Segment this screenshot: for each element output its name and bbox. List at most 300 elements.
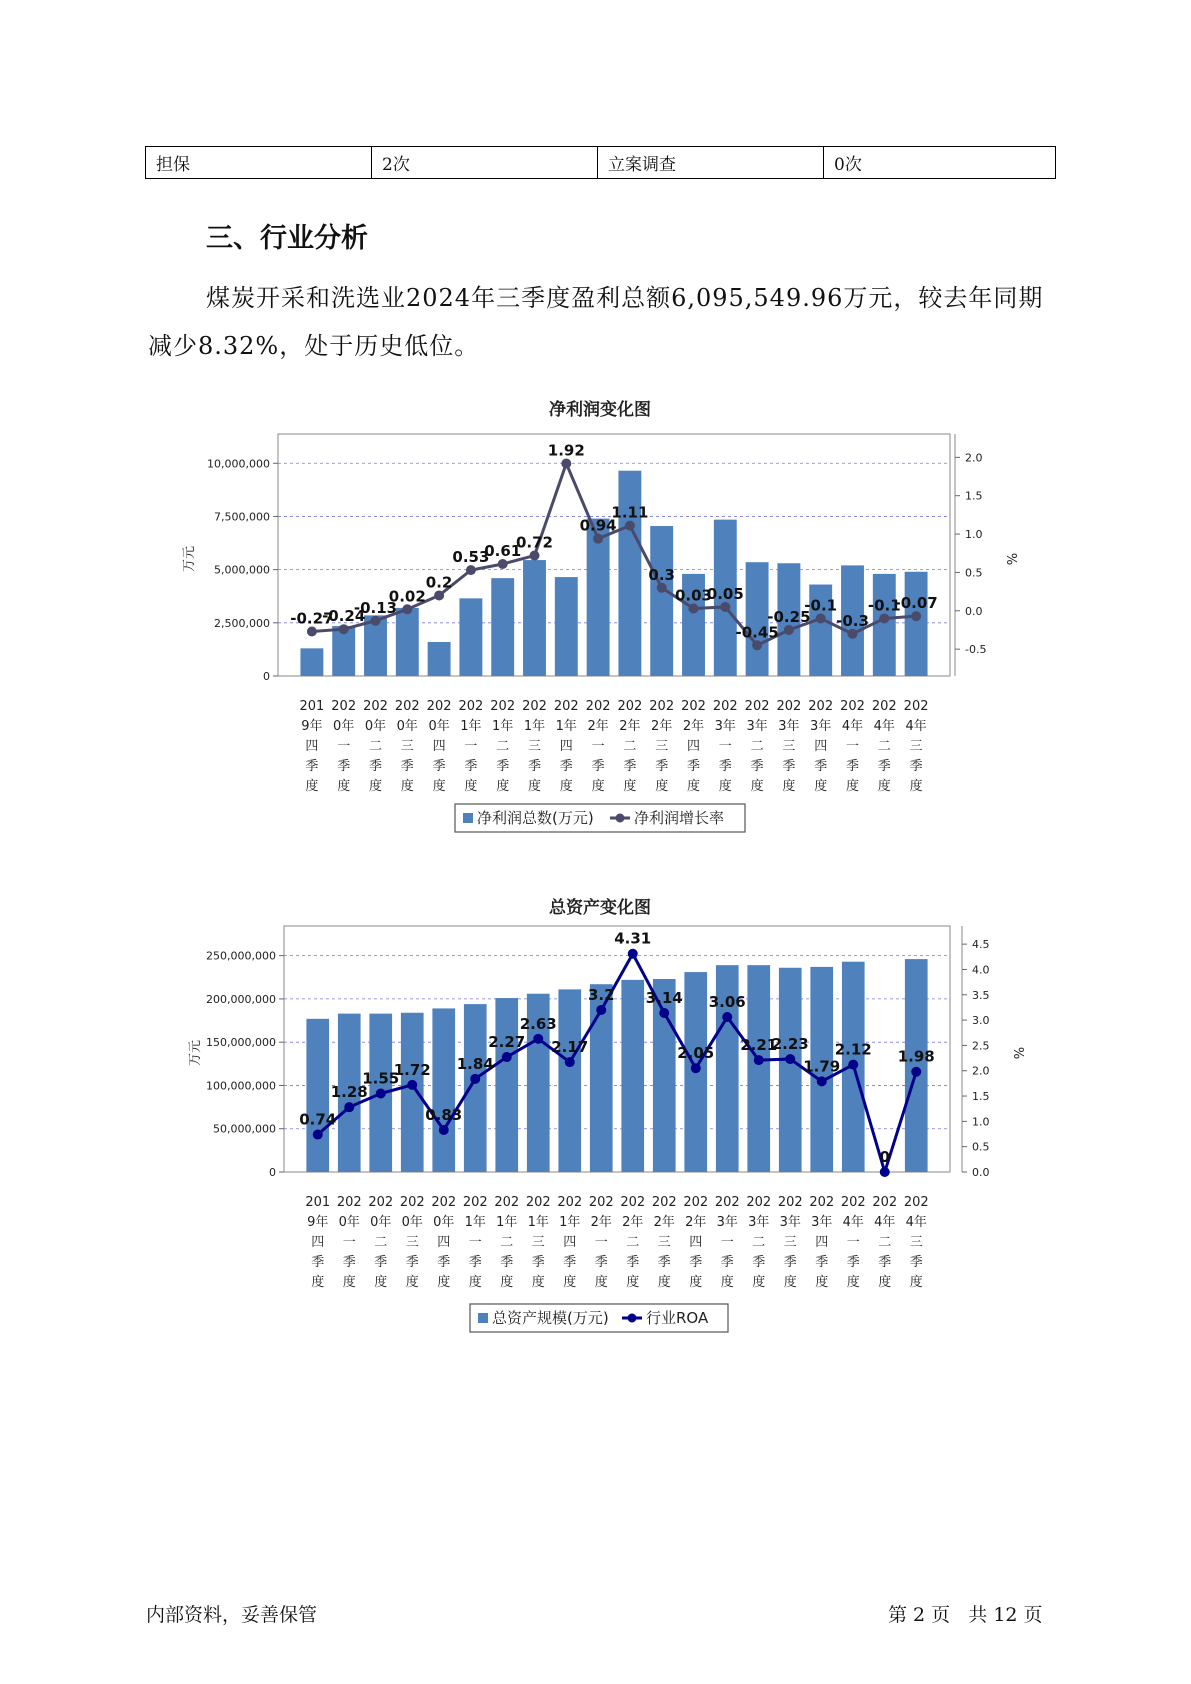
x-tick-label: 202 xyxy=(426,699,452,714)
line-point xyxy=(439,1125,449,1135)
x-tick-label: 二 xyxy=(623,739,637,754)
y-axis-label: 万元 xyxy=(182,545,197,573)
line-point xyxy=(407,1080,417,1090)
data-label: 2.05 xyxy=(677,1044,715,1063)
x-tick-label: 度 xyxy=(909,1275,923,1290)
x-tick-label: 202 xyxy=(681,699,706,714)
legend xyxy=(470,1304,728,1332)
x-tick-label: 季 xyxy=(468,1255,482,1270)
x-tick-label: 2年 xyxy=(622,1215,644,1230)
body-paragraph: 煤炭开采和洗选业2024年三季度盈利总额6,095,549.96万元，较去年同期减少8.32%，处于历史低位。 xyxy=(148,284,1044,360)
bar xyxy=(432,1008,455,1172)
line-point xyxy=(911,611,921,621)
x-tick-label: 度 xyxy=(591,779,605,794)
x-tick-label: 9年 xyxy=(307,1215,329,1230)
table-cell: 2次 xyxy=(372,147,598,179)
data-label: 2.21 xyxy=(740,1036,778,1055)
x-tick-label: 4年 xyxy=(841,719,864,734)
bar xyxy=(495,998,518,1172)
x-tick-label: 202 xyxy=(872,1195,898,1210)
x-tick-label: 季 xyxy=(626,1255,640,1270)
y2-tick-label: 0.5 xyxy=(965,566,983,580)
x-tick-label: 三 xyxy=(655,739,669,754)
y2-tick-label: 0.5 xyxy=(972,1140,990,1154)
x-tick-label: 季 xyxy=(815,1255,829,1270)
x-tick-label: 二 xyxy=(626,1235,640,1250)
bar xyxy=(650,526,673,676)
data-label: 0.05 xyxy=(706,584,744,603)
line-point xyxy=(596,1005,606,1015)
chart-title: 总资产变化图 xyxy=(549,898,651,918)
x-tick-label: 0年 xyxy=(333,719,355,734)
x-tick-label: 202 xyxy=(617,699,643,714)
data-label: -0.25 xyxy=(767,607,811,626)
bar xyxy=(653,979,676,1172)
x-tick-label: 度 xyxy=(337,779,351,794)
bar xyxy=(779,968,802,1172)
x-tick-label: 4年 xyxy=(905,719,927,734)
x-tick-label: 202 xyxy=(714,1195,740,1210)
data-label: 1.11 xyxy=(611,503,649,522)
data-label: 2.23 xyxy=(771,1035,809,1054)
x-tick-label: 2年 xyxy=(682,719,705,734)
data-label: 2.12 xyxy=(834,1040,872,1059)
bar xyxy=(306,1019,329,1172)
data-label: 1.98 xyxy=(897,1047,935,1066)
y-tick-label: 200,000,000 xyxy=(206,992,276,1006)
data-label: 2.17 xyxy=(551,1038,589,1057)
x-tick-label: 季 xyxy=(400,759,414,774)
x-tick-label: 季 xyxy=(782,759,796,774)
x-tick-label: 度 xyxy=(342,1275,356,1290)
table-cell: 0次 xyxy=(824,147,1056,179)
x-tick-label: 202 xyxy=(557,1195,583,1210)
x-tick-label: 一 xyxy=(337,739,351,754)
x-tick-label: 4年 xyxy=(842,1215,864,1230)
line-point xyxy=(817,1076,827,1086)
data-label: -0.27 xyxy=(290,609,334,628)
x-tick-label: 度 xyxy=(782,779,796,794)
x-tick-label: 度 xyxy=(657,1275,671,1290)
line-point xyxy=(533,1034,543,1044)
legend-line-marker xyxy=(628,1314,637,1323)
legend xyxy=(455,804,745,832)
data-label: 0.61 xyxy=(484,541,522,560)
y-tick-label: 150,000,000 xyxy=(206,1036,276,1050)
data-label: 1.79 xyxy=(803,1057,841,1076)
line-point xyxy=(689,603,699,613)
bar xyxy=(555,577,578,676)
x-tick-label: 度 xyxy=(686,779,701,794)
x-tick-label: 三 xyxy=(909,739,923,754)
x-tick-label: 四 xyxy=(689,1235,703,1250)
line-point xyxy=(880,1167,890,1177)
x-tick-label: 202 xyxy=(840,699,865,714)
data-label: -0.45 xyxy=(735,623,779,642)
data-label: 3.14 xyxy=(645,988,683,1007)
line-point xyxy=(625,521,635,531)
x-tick-label: 季 xyxy=(559,759,573,774)
line-point xyxy=(785,1054,795,1064)
x-tick-label: 季 xyxy=(594,1255,608,1270)
x-tick-label: 度 xyxy=(655,779,669,794)
page-number: 第 2 页 共 12 页 xyxy=(888,1604,1043,1626)
line-point xyxy=(371,616,381,626)
x-tick-label: 1年 xyxy=(460,719,482,734)
x-tick-label: 季 xyxy=(437,1255,451,1270)
data-label: -0.07 xyxy=(894,594,938,613)
x-tick-label: 四 xyxy=(814,739,828,754)
x-tick-label: 季 xyxy=(877,759,891,774)
x-tick-label: 季 xyxy=(909,1255,923,1270)
x-tick-label: 季 xyxy=(527,759,542,774)
data-label: 3.06 xyxy=(708,993,746,1012)
y2-tick-label: 4.0 xyxy=(972,963,990,977)
x-tick-label: 0年 xyxy=(433,1215,455,1230)
x-tick-label: 度 xyxy=(814,779,828,794)
x-tick-label: 二 xyxy=(750,739,764,754)
legend-line-label: 净利润增长率 xyxy=(634,809,725,827)
x-tick-label: 3年 xyxy=(810,719,832,734)
x-tick-label: 9年 xyxy=(301,719,323,734)
line-point xyxy=(339,624,349,634)
x-tick-label: 季 xyxy=(623,759,637,774)
x-tick-label: 0年 xyxy=(428,719,450,734)
x-tick-label: 度 xyxy=(750,779,764,794)
x-tick-label: 一 xyxy=(342,1235,356,1250)
x-tick-label: 0年 xyxy=(396,719,418,734)
x-tick-label: 0年 xyxy=(364,719,387,734)
line-point xyxy=(911,1067,921,1077)
line-point xyxy=(530,551,540,561)
bar xyxy=(558,989,581,1172)
legend-line-marker xyxy=(616,814,625,823)
x-tick-label: 0年 xyxy=(370,1215,392,1230)
y-tick-label: 2,500,000 xyxy=(214,616,270,630)
bar xyxy=(464,1004,487,1172)
line-point xyxy=(470,1074,480,1084)
x-tick-label: 一 xyxy=(720,1235,734,1250)
x-tick-label: 季 xyxy=(591,759,605,774)
data-label: 1.92 xyxy=(547,441,585,460)
line-point xyxy=(344,1102,354,1112)
bar xyxy=(905,572,928,676)
x-tick-label: 202 xyxy=(553,699,579,714)
x-tick-label: 季 xyxy=(814,759,828,774)
y2-tick-label: 0.0 xyxy=(965,604,983,618)
x-tick-label: 度 xyxy=(531,1275,545,1290)
line-point xyxy=(848,629,858,639)
bar xyxy=(621,980,644,1172)
x-tick-label: 度 xyxy=(559,779,573,794)
x-tick-label: 202 xyxy=(522,699,547,714)
x-tick-label: 一 xyxy=(591,739,605,754)
line-point xyxy=(784,625,794,635)
bar xyxy=(300,648,323,676)
x-tick-label: 四 xyxy=(305,739,319,754)
x-tick-label: 季 xyxy=(878,1255,892,1270)
x-tick-label: 二 xyxy=(877,739,891,754)
x-tick-label: 季 xyxy=(752,1255,766,1270)
x-tick-label: 季 xyxy=(783,1255,797,1270)
x-tick-label: 202 xyxy=(777,1195,803,1210)
table-row xyxy=(146,147,1056,179)
legend-line-label: 行业ROA xyxy=(646,1309,709,1327)
x-tick-label: 202 xyxy=(871,699,897,714)
x-tick-label: 四 xyxy=(686,739,701,754)
x-tick-label: 二 xyxy=(500,1235,514,1250)
x-tick-label: 一 xyxy=(845,739,860,754)
x-tick-label: 度 xyxy=(846,1275,860,1290)
data-label: 4.31 xyxy=(614,929,652,948)
x-tick-label: 度 xyxy=(623,779,637,794)
chart-title: 净利润变化图 xyxy=(549,400,651,420)
data-label: -0.3 xyxy=(836,611,869,630)
x-tick-label: 202 xyxy=(809,1195,835,1210)
x-tick-label: 3年 xyxy=(779,1215,801,1230)
line-point xyxy=(313,1130,323,1140)
line-point xyxy=(434,590,444,600)
legend-bar-label: 总资产规模(万元) xyxy=(492,1309,609,1327)
x-tick-label: 季 xyxy=(464,759,478,774)
line-point xyxy=(498,559,508,569)
x-tick-label: 度 xyxy=(783,1275,797,1290)
x-tick-label: 四 xyxy=(311,1235,325,1250)
bar xyxy=(746,562,769,676)
y2-tick-label: -0.5 xyxy=(965,643,987,657)
x-tick-label: 1年 xyxy=(492,719,514,734)
y2-tick-label: 1.0 xyxy=(965,528,983,542)
x-tick-label: 4年 xyxy=(873,719,895,734)
data-label: 0.94 xyxy=(579,516,617,535)
x-tick-label: 四 xyxy=(815,1235,829,1250)
data-label: -0.1 xyxy=(804,596,838,615)
x-tick-label: 202 xyxy=(494,1195,520,1210)
y2-tick-label: 3.0 xyxy=(972,1014,990,1028)
x-tick-label: 度 xyxy=(626,1275,640,1290)
line-point xyxy=(720,602,730,612)
data-label: 1.28 xyxy=(330,1083,368,1102)
x-tick-label: 度 xyxy=(437,1275,451,1290)
x-tick-label: 度 xyxy=(752,1275,766,1290)
x-tick-label: 三 xyxy=(405,1235,419,1250)
x-tick-label: 季 xyxy=(305,759,319,774)
data-label: 0 xyxy=(879,1148,890,1166)
y2-tick-label: 2.0 xyxy=(972,1064,990,1078)
x-tick-label: 度 xyxy=(527,779,542,794)
line-point xyxy=(376,1089,386,1099)
footer-note: 内部资料，妥善保管 xyxy=(146,1604,318,1626)
x-tick-label: 1年 xyxy=(496,1215,518,1230)
x-tick-label: 202 xyxy=(651,1195,677,1210)
legend-bar-swatch xyxy=(478,1313,488,1323)
x-tick-label: 度 xyxy=(496,779,510,794)
x-tick-label: 季 xyxy=(432,759,446,774)
x-tick-label: 三 xyxy=(909,1235,923,1250)
x-tick-label: 季 xyxy=(909,759,923,774)
x-tick-label: 202 xyxy=(336,1195,362,1210)
y2-axis-label: % xyxy=(1010,1046,1025,1060)
y2-axis-label: % xyxy=(1003,552,1018,566)
x-tick-label: 二 xyxy=(752,1235,766,1250)
x-tick-label: 度 xyxy=(689,1275,703,1290)
x-tick-label: 四 xyxy=(563,1235,577,1250)
x-tick-label: 2年 xyxy=(587,719,609,734)
line-point xyxy=(402,604,412,614)
x-tick-label: 202 xyxy=(903,1195,929,1210)
data-label: 3.2 xyxy=(587,985,615,1004)
x-tick-label: 二 xyxy=(496,739,510,754)
y-tick-label: 0 xyxy=(269,1166,276,1179)
data-label: 1.55 xyxy=(362,1069,400,1088)
x-tick-label: 202 xyxy=(776,699,802,714)
x-tick-label: 202 xyxy=(808,699,834,714)
bar xyxy=(523,560,546,676)
info-table xyxy=(145,146,1056,179)
x-tick-label: 3年 xyxy=(778,719,800,734)
x-tick-label: 202 xyxy=(746,1195,772,1210)
x-tick-label: 202 xyxy=(620,1195,646,1210)
x-tick-label: 度 xyxy=(464,779,478,794)
line-point xyxy=(628,949,638,959)
y2-tick-label: 4.5 xyxy=(972,938,990,952)
line-point xyxy=(754,1055,764,1065)
bar xyxy=(396,608,419,676)
x-tick-label: 季 xyxy=(563,1255,577,1270)
x-tick-label: 季 xyxy=(368,759,383,774)
y-axis-label: 万元 xyxy=(188,1039,203,1067)
x-tick-label: 季 xyxy=(655,759,669,774)
y-tick-label: 50,000,000 xyxy=(213,1122,276,1136)
data-label: 0.74 xyxy=(299,1110,337,1129)
data-label: 1.84 xyxy=(456,1054,494,1073)
data-label: -0.1 xyxy=(867,596,901,615)
x-tick-label: 202 xyxy=(490,699,516,714)
legend-bar-label: 净利润总数(万元) xyxy=(477,809,594,827)
net-profit-chart-svg xyxy=(0,390,1191,850)
section-title: 三、行业分析 xyxy=(206,223,368,254)
x-tick-label: 度 xyxy=(432,779,446,794)
x-tick-label: 202 xyxy=(394,699,420,714)
x-tick-label: 季 xyxy=(718,759,732,774)
data-label: 0.53 xyxy=(452,548,490,567)
x-tick-label: 度 xyxy=(400,779,414,794)
x-tick-label: 202 xyxy=(588,1195,614,1210)
x-tick-label: 一 xyxy=(846,1235,860,1250)
x-tick-label: 201 xyxy=(299,699,325,714)
x-tick-label: 一 xyxy=(468,1235,482,1250)
x-tick-label: 三 xyxy=(531,1235,545,1250)
line-point xyxy=(466,565,476,575)
x-tick-label: 202 xyxy=(744,699,770,714)
x-tick-label: 季 xyxy=(720,1255,734,1270)
x-tick-label: 四 xyxy=(437,1235,451,1250)
bar xyxy=(428,642,451,676)
x-tick-label: 季 xyxy=(750,759,764,774)
x-tick-label: 202 xyxy=(458,699,484,714)
x-tick-label: 202 xyxy=(649,699,675,714)
x-tick-label: 1年 xyxy=(523,719,546,734)
x-tick-label: 202 xyxy=(712,699,738,714)
x-tick-label: 0年 xyxy=(338,1215,360,1230)
x-tick-label: 2年 xyxy=(653,1215,675,1230)
x-tick-label: 202 xyxy=(368,1195,394,1210)
x-tick-label: 2年 xyxy=(619,719,641,734)
x-tick-label: 4年 xyxy=(874,1215,896,1230)
x-tick-label: 202 xyxy=(462,1195,488,1210)
y-tick-label: 0 xyxy=(263,670,270,683)
x-tick-label: 202 xyxy=(363,699,388,714)
x-tick-label: 1年 xyxy=(464,1215,486,1230)
line-point xyxy=(691,1063,701,1073)
x-tick-label: 202 xyxy=(399,1195,425,1210)
x-tick-label: 度 xyxy=(563,1275,577,1290)
x-tick-label: 度 xyxy=(374,1275,388,1290)
line-point xyxy=(593,534,603,544)
data-label: 2.63 xyxy=(519,1014,557,1033)
x-tick-label: 三 xyxy=(527,739,542,754)
data-label: -0.13 xyxy=(353,598,398,617)
x-tick-label: 二 xyxy=(368,739,383,754)
x-tick-label: 202 xyxy=(331,699,357,714)
x-tick-label: 201 xyxy=(305,1195,331,1210)
bar xyxy=(491,578,514,676)
x-tick-label: 2年 xyxy=(651,719,673,734)
y-tick-label: 5,000,000 xyxy=(214,563,270,577)
bar xyxy=(873,574,896,676)
line-point xyxy=(879,613,889,623)
x-tick-label: 四 xyxy=(559,739,573,754)
bar xyxy=(747,965,770,1172)
y-tick-label: 250,000,000 xyxy=(206,949,276,963)
table-cell: 担保 xyxy=(146,147,372,179)
x-tick-label: 2年 xyxy=(685,1215,707,1230)
x-tick-label: 202 xyxy=(585,699,611,714)
x-tick-label: 3年 xyxy=(748,1215,770,1230)
x-tick-label: 一 xyxy=(594,1235,608,1250)
y2-tick-label: 2.5 xyxy=(972,1039,990,1053)
x-tick-label: 季 xyxy=(686,759,701,774)
x-tick-label: 三 xyxy=(400,739,414,754)
data-label: 0.2 xyxy=(425,573,453,592)
bar xyxy=(459,598,482,676)
x-tick-label: 季 xyxy=(374,1255,388,1270)
line-point xyxy=(307,627,317,637)
x-tick-label: 度 xyxy=(718,779,732,794)
y2-tick-label: 2.0 xyxy=(965,451,983,465)
data-label: 0.83 xyxy=(425,1105,463,1124)
x-tick-label: 度 xyxy=(305,779,319,794)
x-tick-label: 3年 xyxy=(716,1215,738,1230)
x-tick-label: 季 xyxy=(500,1255,514,1270)
x-tick-label: 季 xyxy=(342,1255,356,1270)
x-tick-label: 季 xyxy=(689,1255,703,1270)
x-tick-label: 度 xyxy=(845,779,860,794)
x-tick-label: 四 xyxy=(432,739,446,754)
x-tick-label: 季 xyxy=(531,1255,545,1270)
line-point xyxy=(848,1060,858,1070)
bar xyxy=(401,1013,424,1172)
data-label: 2.27 xyxy=(488,1033,526,1052)
y-tick-label: 100,000,000 xyxy=(206,1079,276,1093)
line-point xyxy=(502,1052,512,1062)
total-assets-chart xyxy=(0,888,1191,1348)
x-tick-label: 一 xyxy=(718,739,732,754)
x-tick-label: 季 xyxy=(405,1255,419,1270)
line-point xyxy=(816,613,826,623)
line-point xyxy=(752,640,762,650)
x-tick-label: 度 xyxy=(877,779,891,794)
